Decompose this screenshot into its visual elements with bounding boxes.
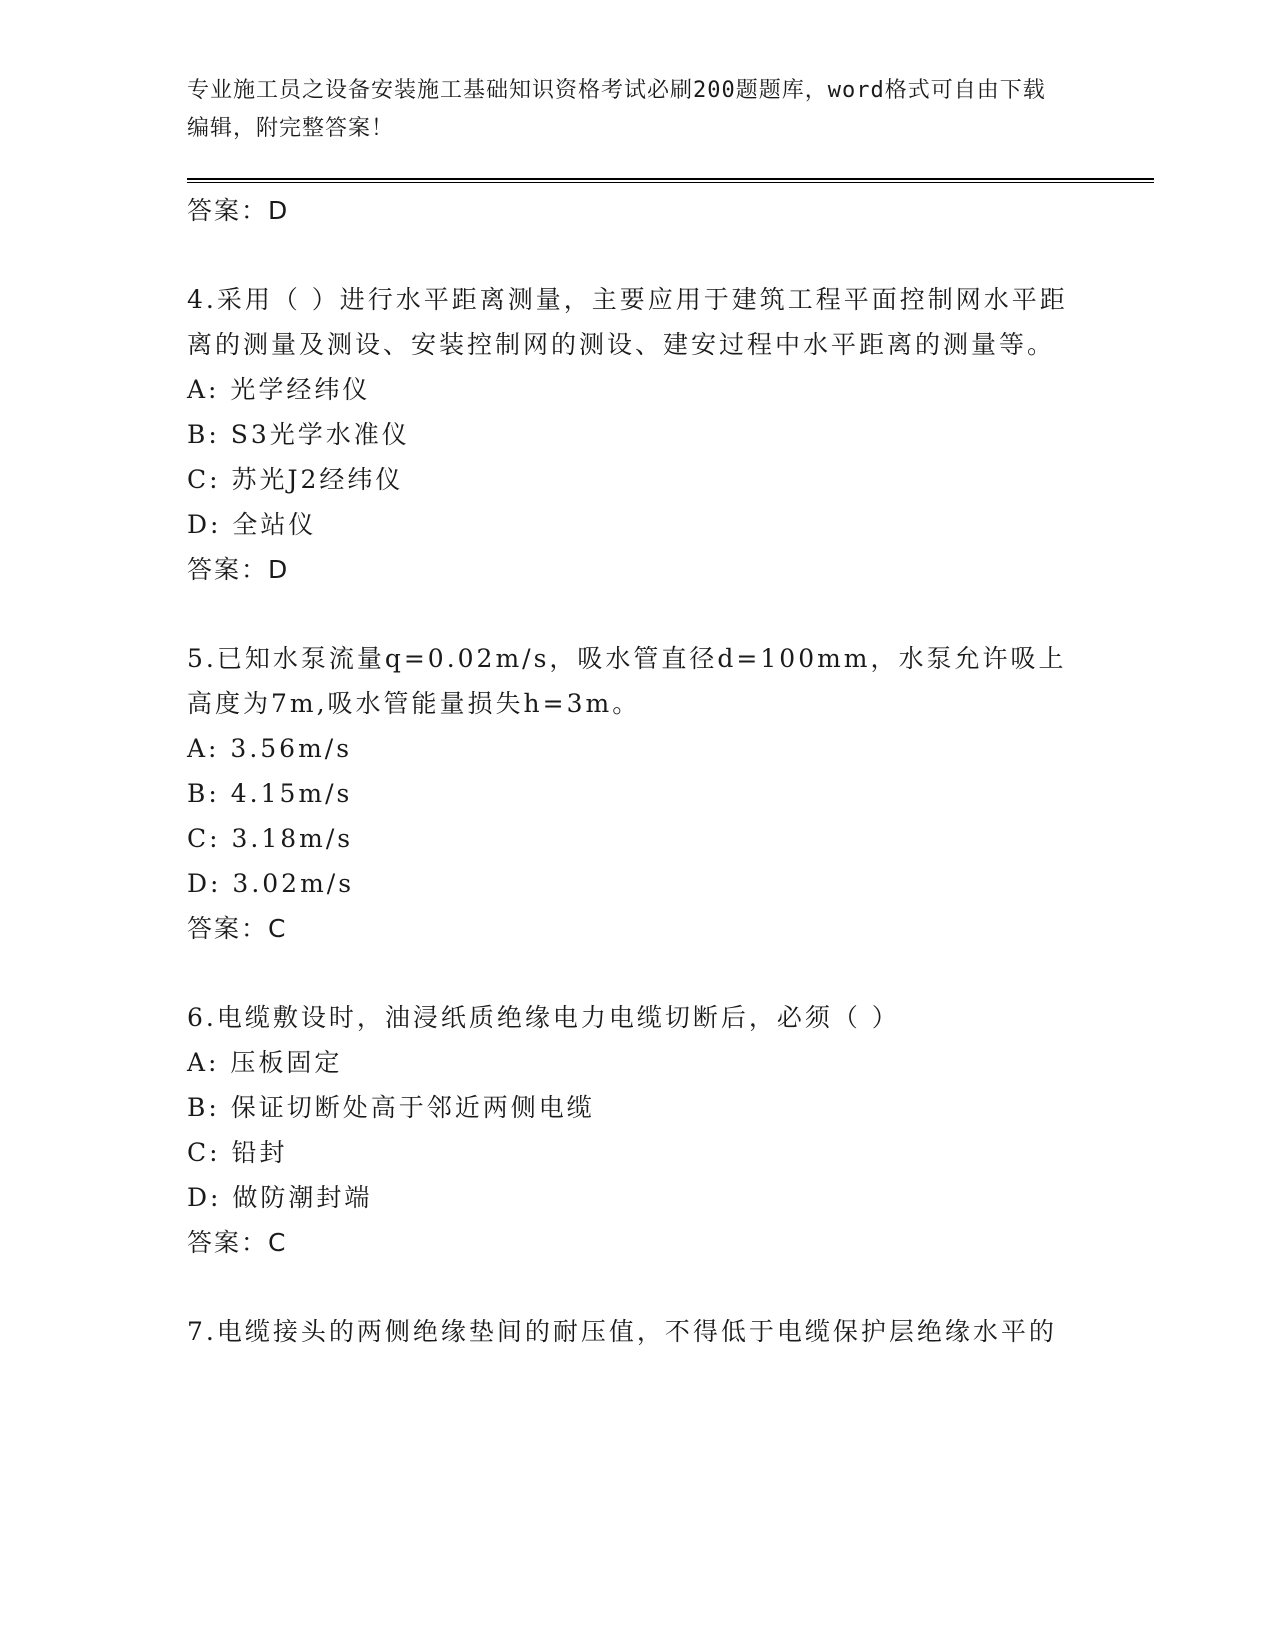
answer-line: 答案：C [187,914,288,943]
answer-line: 答案：D [187,555,290,584]
option-a: A: 3.56m/s [187,734,353,763]
option-d: D: 做防潮封端 [187,1183,373,1212]
option-d: D: 3.02m/s [187,869,355,898]
question-block [187,277,1087,593]
option-b: B: 4.15m/s [187,779,353,808]
option-a: A: 压板固定 [187,1048,343,1077]
answer-line: 答案：D [187,196,290,225]
option-c: C: 苏光J2经纬仪 [187,465,404,494]
question-text: 7.电缆接头的两侧绝缘垫间的耐压值，不得低于电缆保护层绝缘水平的 [187,1317,1057,1346]
document-header: 专业施工员之设备安装施工基础知识资格考试必刷200题题库，word格式可自由下载编辑，附完整答案！ [187,78,1046,141]
option-b: B: 保证切断处高于邻近两侧电缆 [187,1093,595,1122]
option-d: D: 全站仪 [187,510,317,539]
question-text: 4.采用（ ）进行水平距离测量，主要应用于建筑工程平面控制网水平距离的测量及测设、安装控制网的测设、建安过程中水平距离的测量等。 [187,285,1068,359]
question-block [187,995,1087,1266]
question-block [187,636,1087,952]
option-b: B: S3光学水准仪 [187,420,410,449]
header-rule-thick [187,178,1154,180]
option-a: A: 光学经纬仪 [187,375,371,404]
header-rule-thin [187,182,1154,183]
answer-line: 答案：C [187,1228,288,1257]
question-text: 5.已知水泵流量q=0.02m/s，吸水管直径d=100mm，水泵允许吸上高度为7m,吸水管能量损失h=3m。 [187,644,1067,718]
option-c: C: 铅封 [187,1138,288,1167]
document-body [187,188,1087,1354]
question-text: 6.电缆敷设时，油浸纸质绝缘电力电缆切断后，必须（ ） [187,1003,900,1032]
option-c: C: 3.18m/s [187,824,354,853]
question-block [187,1309,1087,1354]
